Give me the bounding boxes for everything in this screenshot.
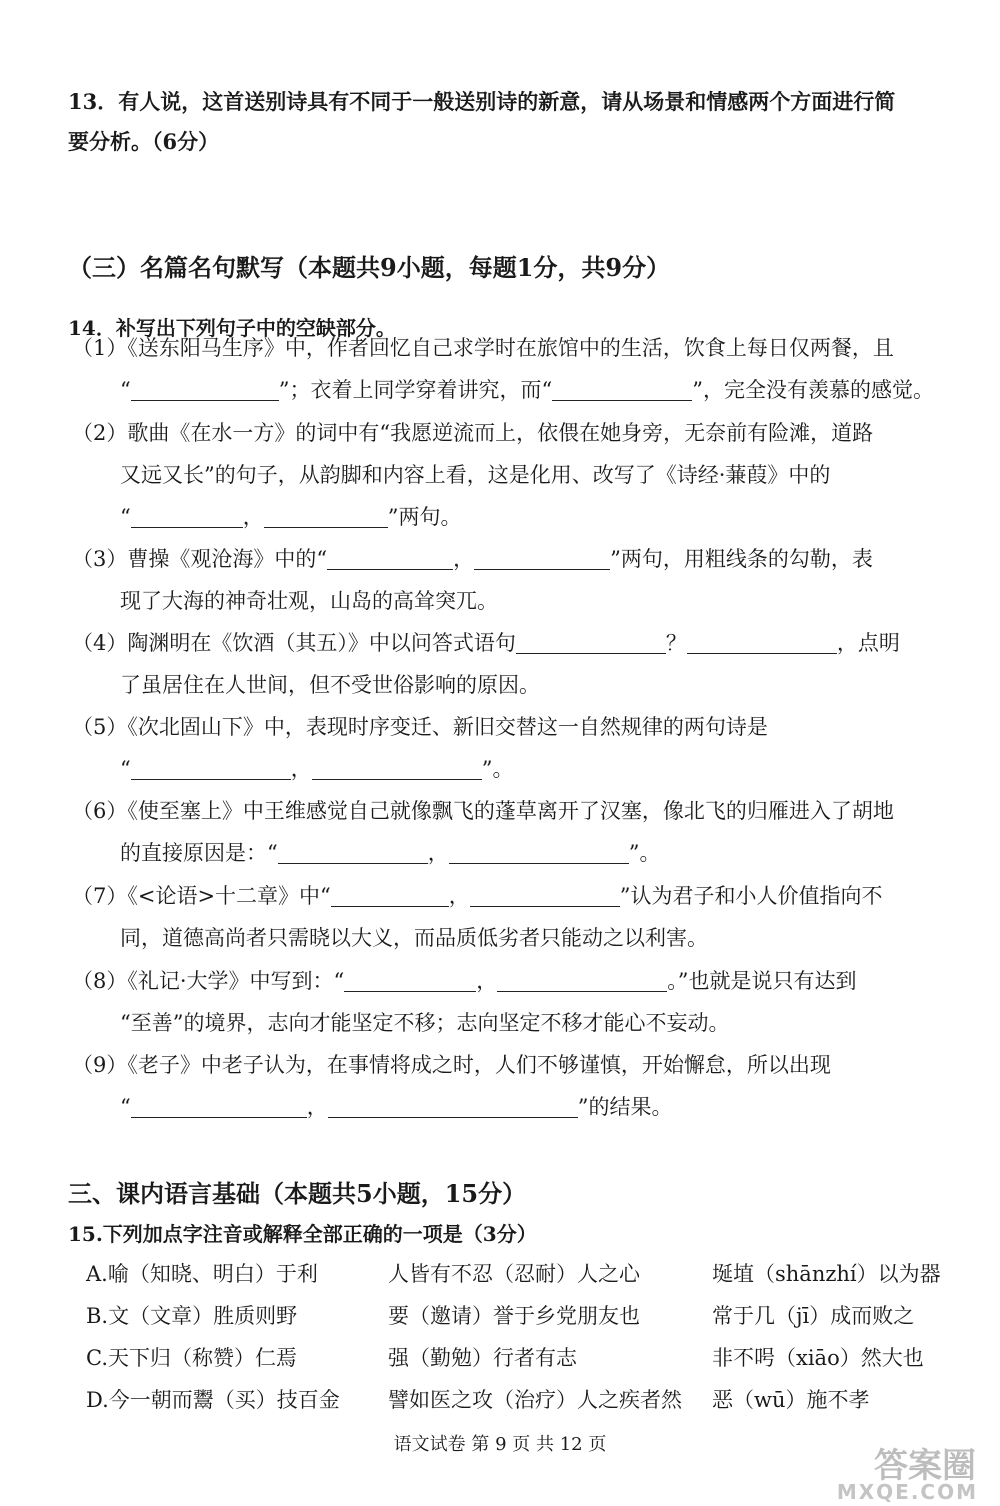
item-2-line3: “ ， ”两句。 [72,496,942,538]
item-3 [72,538,942,622]
item-9 [72,1044,942,1128]
item-3-line1: （3）曹操《观沧海》中的“ ， ”两句，用粗线条的勾勒，表 [72,538,942,580]
question-13-line1: 13．有人说，这首送别诗具有不同于一般送别诗的新意，请从场景和情感两个方面进行简 [68,89,896,114]
item-8-line1: （8）《礼记·大学》中写到：“ ， 。”也就是说只有达到 [72,960,942,1002]
item-5-line2: “ ， ”。 [72,748,942,790]
item-9-line2: “ ， ”的结果。 [72,1086,942,1128]
item-4 [72,622,942,706]
option-d-part3: 恶（wū）施不孝 [712,1388,870,1412]
question-13 [68,82,895,162]
answer-blank[interactable] [331,880,449,907]
item-2 [72,412,942,538]
item-5-line1: （5）《次北固山下》中，表现时序变迁、新旧交替这一自然规律的两句诗是 [72,715,768,739]
answer-blank[interactable] [470,880,620,907]
item-4-line1: （4）陶渊明在《饮酒（其五）》中以问答式语句 ？ ，点明 [72,622,942,664]
item-7-line2: 同，道德高尚者只需晓以大义，而品质低劣者只能动之以利害。 [120,926,708,950]
option-b-part2: 要（邀请）誉于乡党朋友也 [388,1304,640,1328]
answer-blank[interactable] [131,501,243,528]
item-2-line2: 又远又长”的句子，从韵脚和内容上看，这是化用、改写了《诗经·蒹葭》中的 [120,463,831,487]
item-1 [72,327,942,411]
item-8 [72,960,942,1044]
answer-blank[interactable] [264,501,388,528]
section-three-title: 三、课内语言基础（本题共5小题，15分） [68,1179,527,1208]
answer-blank[interactable] [131,1091,307,1118]
answer-blank[interactable] [131,374,279,401]
option-a-part2: 人皆有不忍（忍耐）人之心 [388,1262,640,1286]
answer-blank[interactable] [552,374,692,401]
watermark-logo-text: 答案圈 [874,1446,976,1486]
item-5 [72,706,942,790]
option-c-part1: C.天下归（称赞）仁焉 [86,1346,297,1370]
item-7-line1: （7）《<论语>十二章》中“ ， ”认为君子和小人价值指向不 [72,875,942,917]
option-a-part1: A.喻（知晓、明白）于利 [86,1262,318,1286]
item-1-line1: （1）《送东阳马生序》中，作者回忆自己求学时在旅馆中的生活，饮食上每日仅两餐，且 [72,336,894,360]
option-a-part3: 埏埴（shānzhí）以为器 [712,1262,941,1286]
question-15-title: 15.下列加点字注音或解释全部正确的一项是（3分） [68,1222,537,1246]
answer-blank[interactable] [344,965,476,992]
question-13-line2: 要分析。（6分） [68,129,220,154]
answer-blank[interactable] [328,1091,578,1118]
answer-blank[interactable] [474,543,610,570]
option-b-part3: 常于几（jī）成而败之 [712,1304,915,1328]
answer-blank[interactable] [327,543,453,570]
answer-blank[interactable] [312,753,482,780]
question-14-title: 14．补写出下列句子中的空缺部分。 [68,316,396,340]
option-c-part3: 非不呺（xiāo）然大也 [712,1346,924,1370]
answer-blank[interactable] [516,627,666,654]
option-d-part1: D.今一朝而鬻（买）技百金 [86,1388,340,1412]
item-1-line2: “ ”；衣着上同学穿着讲究，而“ ”，完全没有羡慕的感觉。 [72,369,942,411]
item-7 [72,875,942,959]
watermark-url: MXQE.COM [836,1480,978,1504]
item-8-line2: “至善”的境界，志向才能坚定不移；志向坚定不移才能心不妄动。 [120,1011,730,1035]
answer-blank[interactable] [497,965,667,992]
item-6-line1: （6）《使至塞上》中王维感觉自己就像飘飞的蓬草离开了汉塞，像北飞的归雁进入了胡地 [72,799,894,823]
option-d-part2: 譬如医之攻（治疗）人之疾者然 [388,1388,682,1412]
page-footer: 语文试卷 第 9 页 共 12 页 [393,1434,607,1455]
item-2-line1: （2）歌曲《在水一方》的词中有“我愿逆流而上，依偎在她身旁，无奈前有险滩，道路 [72,421,874,445]
item-9-line1: （9）《老子》中老子认为，在事情将成之时，人们不够谨慎，开始懈怠，所以出现 [72,1053,831,1077]
option-c-part2: 强（勤勉）行者有志 [388,1346,577,1370]
item-6 [72,790,942,874]
option-b-part1: B.文（文章）胜质则野 [86,1304,298,1328]
item-3-line2: 现了大海的神奇壮观，山岛的高耸突兀。 [120,589,498,613]
answer-blank[interactable] [449,837,629,864]
answer-blank[interactable] [687,627,837,654]
item-6-line2: 的直接原因是：“ ， ”。 [72,832,942,874]
section-3-title: （三）名篇名句默写（本题共9小题，每题1分，共9分） [68,253,671,282]
item-4-line2: 了虽居住在人世间，但不受世俗影响的原因。 [120,673,540,697]
answer-blank[interactable] [278,837,428,864]
answer-blank[interactable] [131,753,291,780]
